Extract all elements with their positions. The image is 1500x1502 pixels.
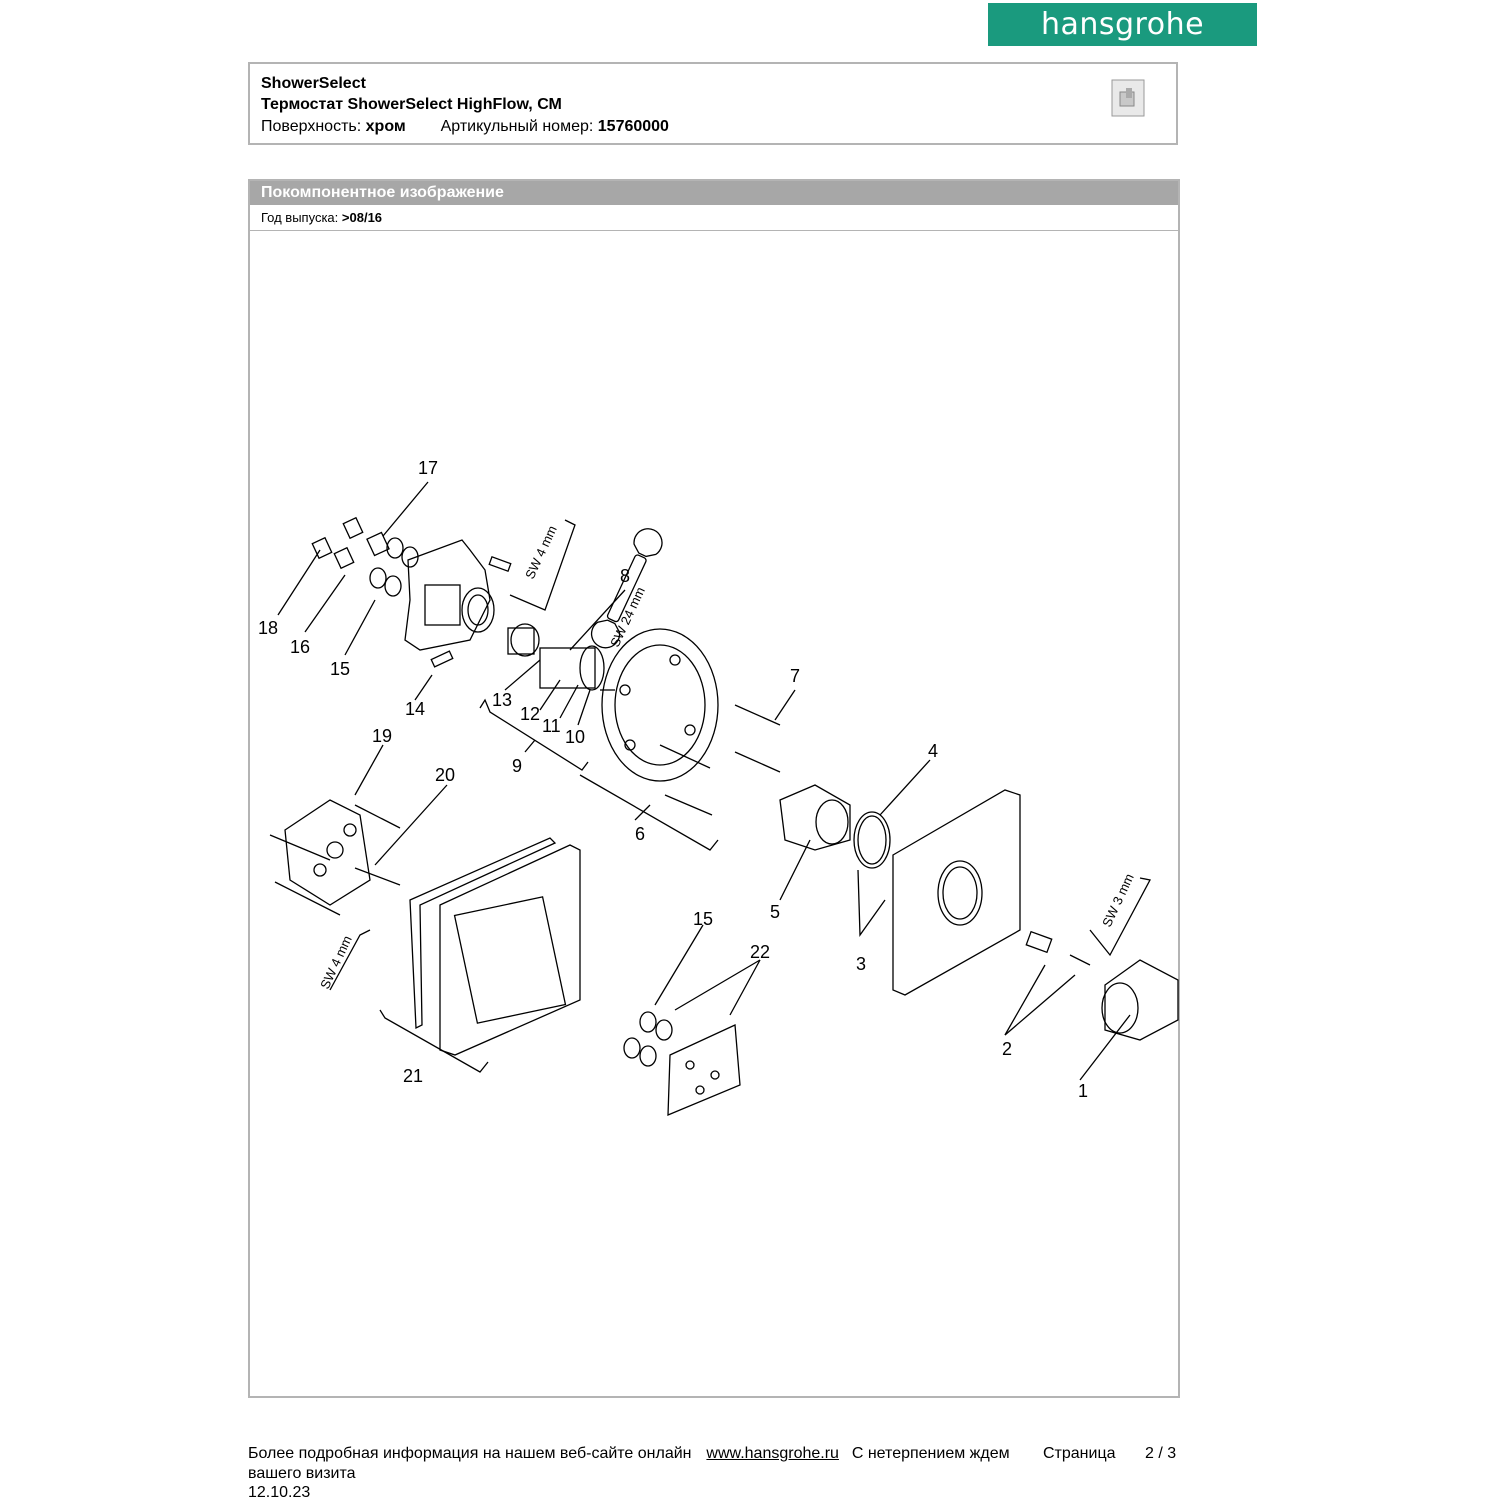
part-label-10: 10 (565, 727, 586, 747)
part-label-4: 4 (928, 741, 939, 761)
part-label-15: 15 (330, 659, 351, 679)
svg-text:SW 4 mm: SW 4 mm (522, 523, 560, 582)
part-label-11: 11 (542, 716, 561, 736)
part-label-21: 21 (403, 1066, 424, 1086)
article-label: Артикульный номер: (440, 118, 594, 135)
footer-visit-text: С нетерпением ждем (851, 1445, 1010, 1462)
footer-date: 12.10.23 (248, 1484, 311, 1501)
part-label-3: 3 (856, 954, 867, 974)
part-label-7: 7 (790, 666, 801, 686)
section-title: Покомпонентное изображение (250, 181, 1178, 205)
svg-text:SW 4 mm: SW 4 mm (317, 933, 355, 992)
hansgrohe-logo: hansgrohe (988, 3, 1257, 46)
part-label-20: 20 (435, 765, 456, 785)
year-value: >08/16 (341, 210, 383, 225)
part-label-6: 6 (635, 824, 646, 844)
part-label-8: 8 (620, 566, 631, 586)
part-label-19: 19 (372, 726, 393, 746)
footer-visit-text-2: вашего визита (248, 1465, 356, 1482)
part-label-18: 18 (258, 618, 279, 638)
product-name: Термостат ShowerSelect HighFlow, СМ (261, 96, 562, 113)
website-link[interactable]: www.hansgrohe.ru (706, 1445, 839, 1462)
product-series: ShowerSelect (261, 75, 366, 92)
svg-text:SW 24 mm: SW 24 mm (607, 584, 648, 650)
footer-page-value: 2 / 3 (1145, 1445, 1177, 1462)
tool-icons (330, 520, 1150, 990)
footer-info (248, 1445, 1010, 1463)
part-label-12: 12 (520, 704, 541, 724)
part-label-5: 5 (770, 902, 781, 922)
footer-info-text: Более подробная информация на нашем веб-сайте онлайн (248, 1445, 692, 1462)
svg-text:SW 3 mm: SW 3 mm (1099, 871, 1137, 930)
part-label-14: 14 (405, 699, 426, 719)
part-label-22: 22 (750, 942, 771, 962)
year-label: Год выпуска: (261, 210, 339, 225)
part-label-1: 1 (1078, 1081, 1089, 1101)
article-value: 15760000 (597, 118, 669, 135)
footer-page-label: Страница (1043, 1445, 1116, 1462)
part-label-15b: 15 (693, 909, 714, 929)
part-label-13: 13 (492, 690, 513, 710)
part-label-9: 9 (512, 756, 523, 776)
surface-label: Поверхность: (261, 118, 362, 135)
part-label-17: 17 (418, 458, 439, 478)
leader-lines (278, 482, 1130, 1080)
part-label-2: 2 (1002, 1039, 1013, 1059)
part-drawings (270, 518, 1178, 1115)
surface-value: хром (365, 118, 406, 135)
part-label-16: 16 (290, 637, 311, 657)
